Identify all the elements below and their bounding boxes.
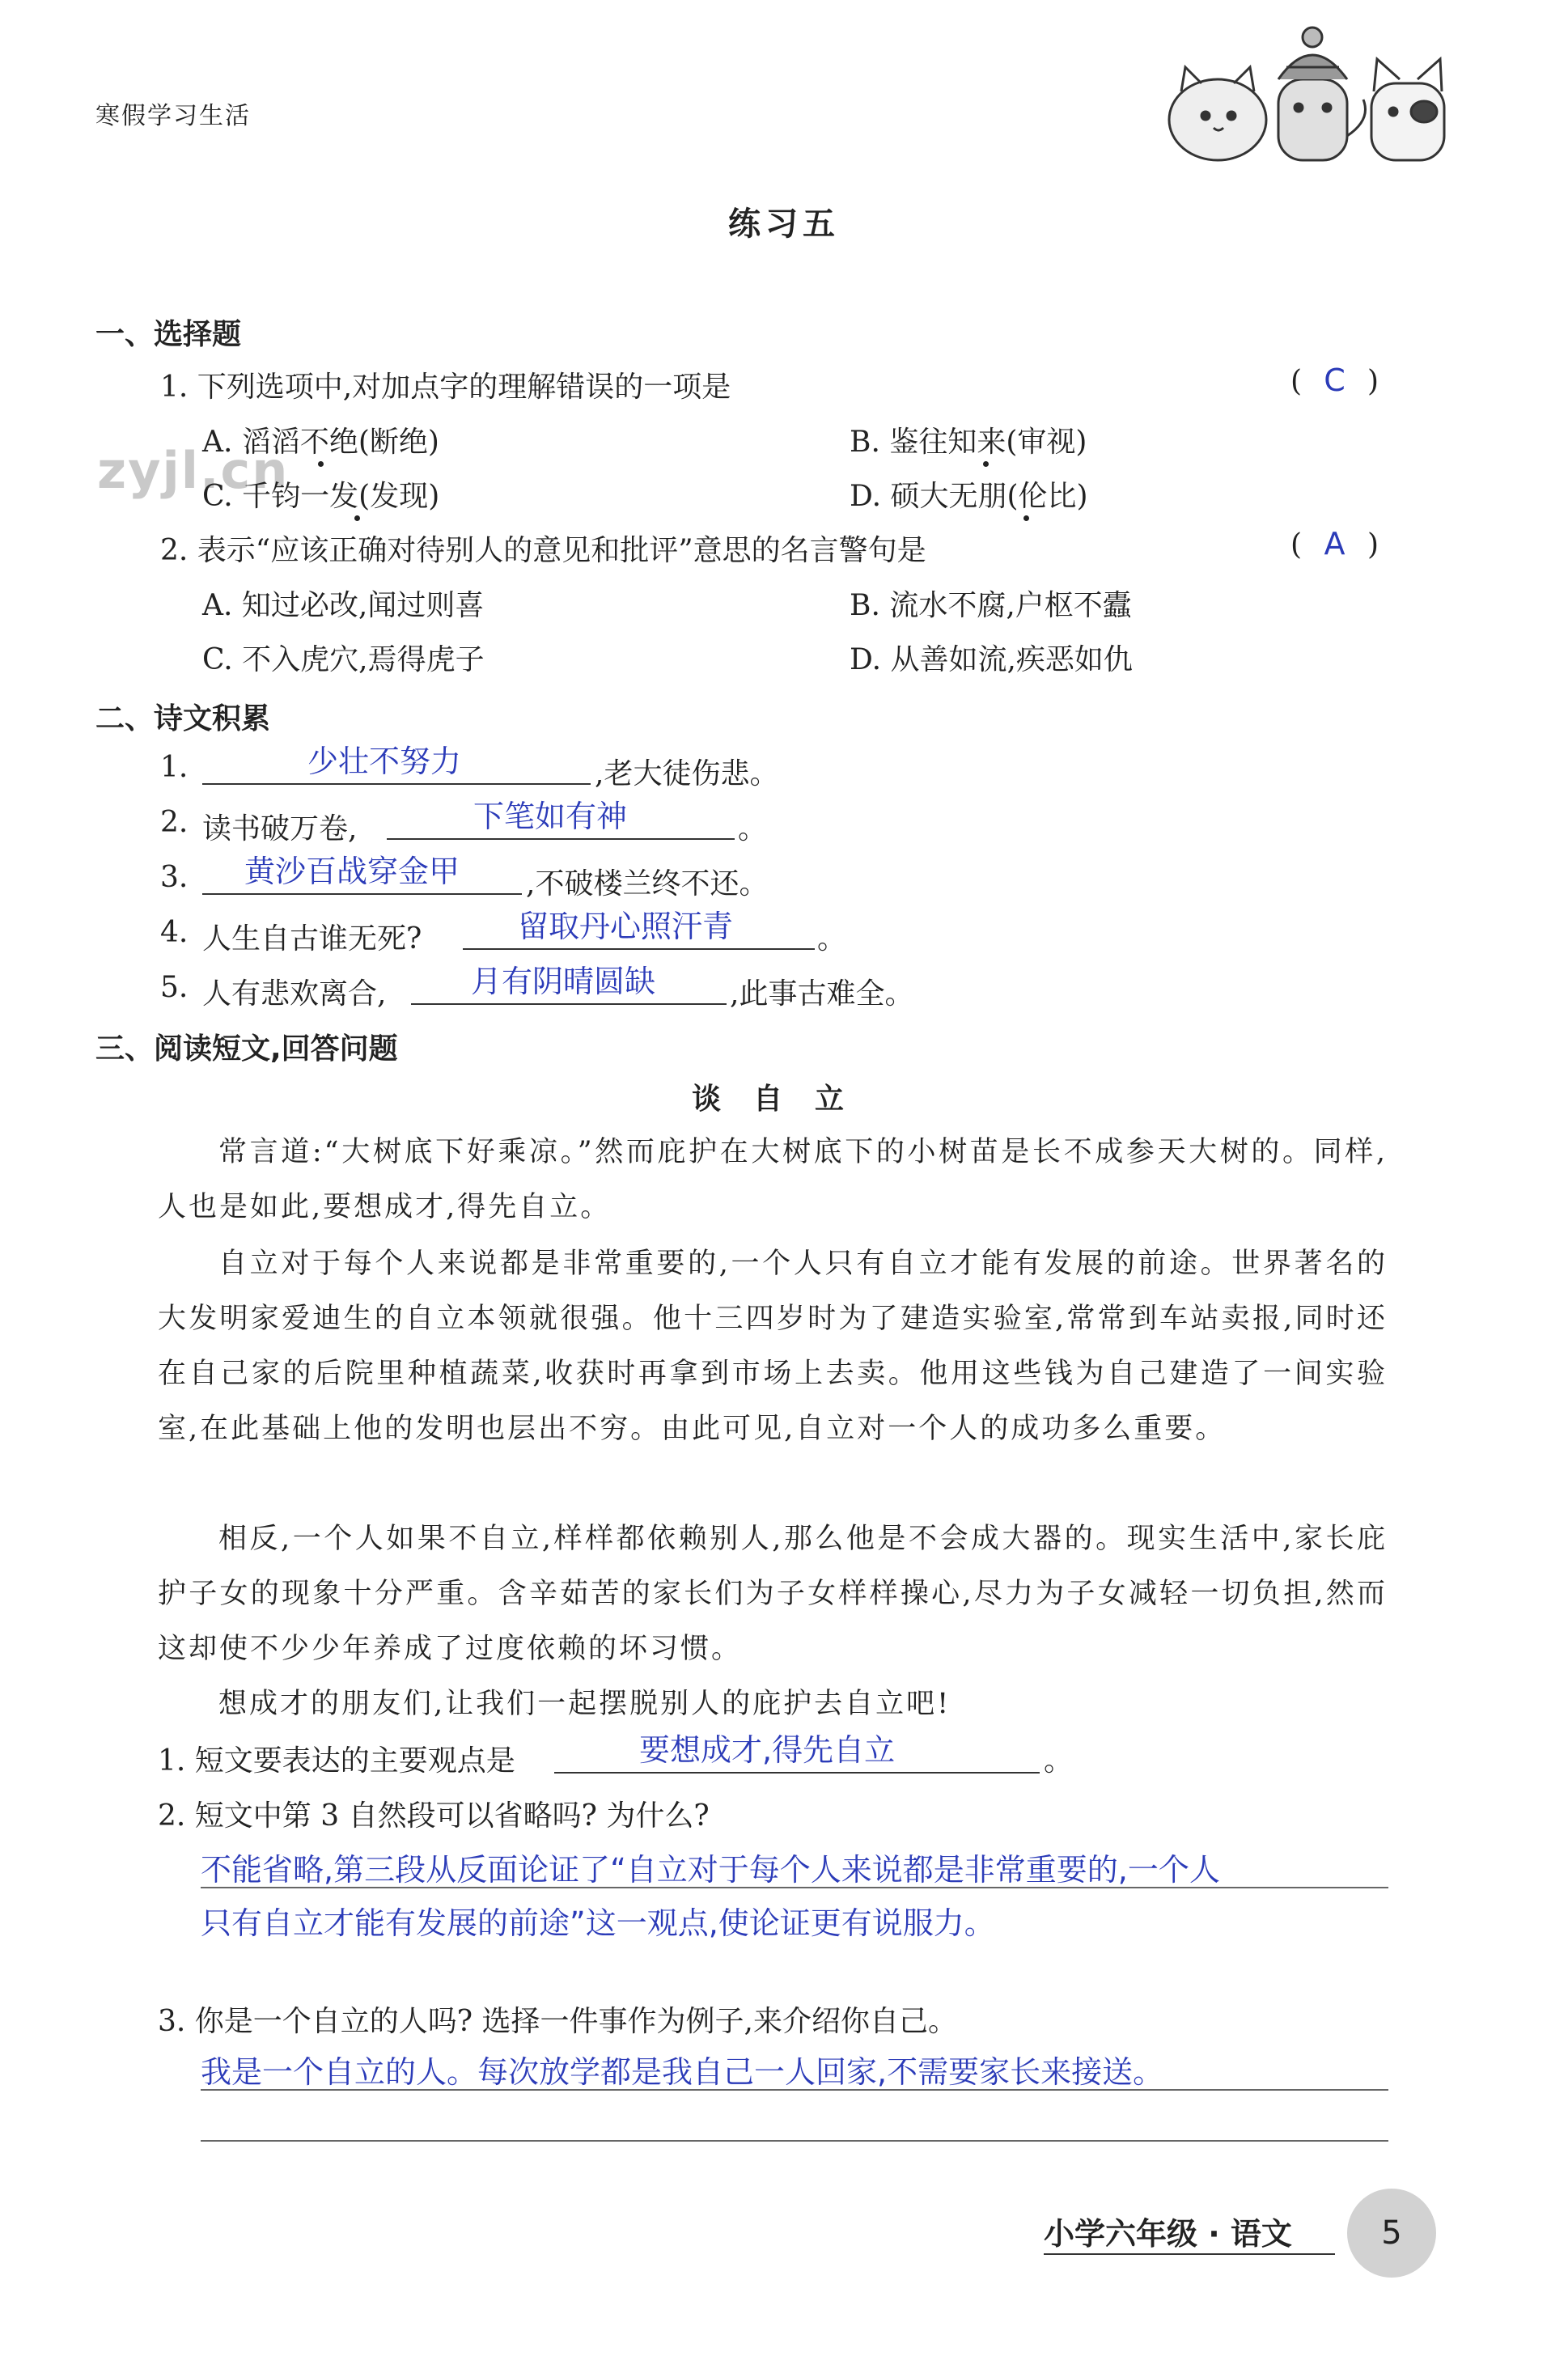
watermark: zyjl.cn xyxy=(97,441,290,500)
emphasis-dot xyxy=(318,461,324,467)
choice-2-option-d: D. 从善如流,疾恶如仇 xyxy=(850,643,1133,676)
essay-paragraph-1: 常言道:“大树底下好乘凉。”然而庇护在大树底下的小树苗是长不成参天大树的。同样,人也是如此,要想成才,得先自立。 xyxy=(158,1136,1388,1223)
poem-3-blank xyxy=(202,893,522,895)
poem-2-blank xyxy=(387,838,735,840)
essay-paragraph-2: 自立对于每个人来说都是非常重要的,一个人只有自立才能有发展的前途。世界著名的大发明家爱迪生的自立本领就很强。他十三四岁时为了建造实验室,常常到车站卖报,同时还在自己家的后院里种植蔬菜,收获时再拿到市场上去卖。他用这些钱为自己建造了一间实验室,在此基础上他的发明也层出不穷。由此可见,自立对一个人的成功多么重要。 xyxy=(158,1248,1388,1445)
choice-1-option-a: A. 滔滔不绝(断绝) xyxy=(202,426,439,459)
poem-2-before: 读书破万卷, xyxy=(202,812,358,845)
reading-q3-stem: 3. 你是一个自立的人吗? 选择一件事作为例子,来介绍你自己。 xyxy=(158,2005,957,2038)
poem-5-num: 5. xyxy=(160,971,189,1004)
reading-q3-answer: 我是一个自立的人。每次放学都是我自己一人回家,不需要家长来接送。 xyxy=(201,2054,1164,2090)
poem-4-answer: 留取丹心照汗青 xyxy=(518,909,734,944)
poem-3-num: 3. xyxy=(160,861,189,894)
reading-q2-answer-line1: 不能省略,第三段从反面论证了“自立对于每个人来说都是非常重要的,一个人 xyxy=(201,1852,1220,1888)
reading-q1-stem: 1. 短文要表达的主要观点是 xyxy=(158,1744,515,1778)
choice-1-answer: C xyxy=(1324,362,1346,398)
essay-paragraph-3: 相反,一个人如果不自立,样样都依赖别人,那么他是不会成大器的。现实生活中,家长庇护子女的现象十分严重。含辛茹苦的家长们为子女样样操心,尽力为子女减轻一切负担,然而这却使不少少年养成了过度依赖的坏习惯。 xyxy=(158,1523,1388,1665)
poem-5-answer: 月有阴晴圆缺 xyxy=(471,964,656,999)
poem-4-before: 人生自古谁无死? xyxy=(202,922,422,956)
choice-2-option-a: A. 知过必改,闻过则喜 xyxy=(202,589,485,622)
choice-2-answer: A xyxy=(1324,526,1346,562)
choice-1-option-b: B. 鉴往知来(审视) xyxy=(850,426,1087,459)
emphasis-dot xyxy=(983,461,989,467)
poem-5-blank xyxy=(411,1003,727,1005)
choice-2-option-b: B. 流水不腐,户枢不蠹 xyxy=(850,589,1132,622)
essay-title: 谈自立 xyxy=(691,1083,876,1116)
reading-q1-answer: 要想成才,得先自立 xyxy=(639,1732,896,1768)
section-heading-reading: 三、阅读短文,回答问题 xyxy=(95,1032,398,1066)
reading-q1-blank xyxy=(554,1772,1040,1774)
poem-4-after: 。 xyxy=(817,922,847,956)
reading-q2-answer-line2: 只有自立才能有发展的前途”这一观点,使论证更有说服力。 xyxy=(201,1905,995,1941)
choice-1-option-c: C. 千钧一发(发现) xyxy=(202,480,440,513)
choice-2-answer-paren: ( A ) xyxy=(1290,526,1379,562)
poem-4-blank xyxy=(463,948,815,950)
poem-3-after: ,不破楼兰终不还。 xyxy=(526,867,769,901)
emphasis-dot xyxy=(354,515,360,521)
section-heading-choice: 一、选择题 xyxy=(95,318,242,351)
answer-line xyxy=(201,2089,1388,2091)
page-title: 练习五 xyxy=(728,206,840,243)
poem-5-before: 人有悲欢离合, xyxy=(202,977,387,1011)
poem-1-blank xyxy=(202,783,591,785)
poem-1-after: ,老大徒伤悲。 xyxy=(595,757,779,790)
cats-illustration xyxy=(1157,23,1456,168)
poem-2-answer: 下笔如有神 xyxy=(473,799,628,834)
footer-grade-subject: 小学六年级 · 语文 xyxy=(1044,2216,1292,2252)
essay-paragraph-4: 想成才的朋友们,让我们一起摆脱别人的庇护去自立吧! xyxy=(218,1688,951,1720)
choice-2-option-c: C. 不入虎穴,焉得虎子 xyxy=(202,643,485,676)
poem-2-after: 。 xyxy=(738,812,768,845)
emphasis-dot xyxy=(1023,515,1029,521)
header-series-title: 寒假学习生活 xyxy=(95,102,251,130)
reading-q2-stem: 2. 短文中第 3 自然段可以省略吗? 为什么? xyxy=(158,1799,710,1833)
page-number: 5 xyxy=(1347,2189,1436,2278)
choice-1-answer-paren: ( C ) xyxy=(1290,362,1379,398)
choice-1-option-d: D. 硕大无朋(伦比) xyxy=(850,480,1088,513)
poem-5-after: ,此事古难全。 xyxy=(730,977,914,1011)
poem-4-num: 4. xyxy=(160,916,189,949)
poem-3-answer: 黄沙百战穿金甲 xyxy=(244,854,460,889)
poem-1-num: 1. xyxy=(160,751,189,784)
answer-line xyxy=(201,1887,1388,1888)
poem-1-answer: 少壮不努力 xyxy=(307,744,462,779)
section-heading-poems: 二、诗文积累 xyxy=(95,702,271,735)
footer-rule xyxy=(1044,2253,1335,2255)
choice-2-stem: 2. 表示“应该正确对待别人的意见和批评”意思的名言警句是 xyxy=(160,534,926,567)
answer-line xyxy=(201,2140,1388,2142)
poem-2-num: 2. xyxy=(160,806,189,839)
choice-1-stem: 1. 下列选项中,对加点字的理解错误的一项是 xyxy=(160,371,731,404)
reading-q1-after: 。 xyxy=(1044,1744,1074,1778)
